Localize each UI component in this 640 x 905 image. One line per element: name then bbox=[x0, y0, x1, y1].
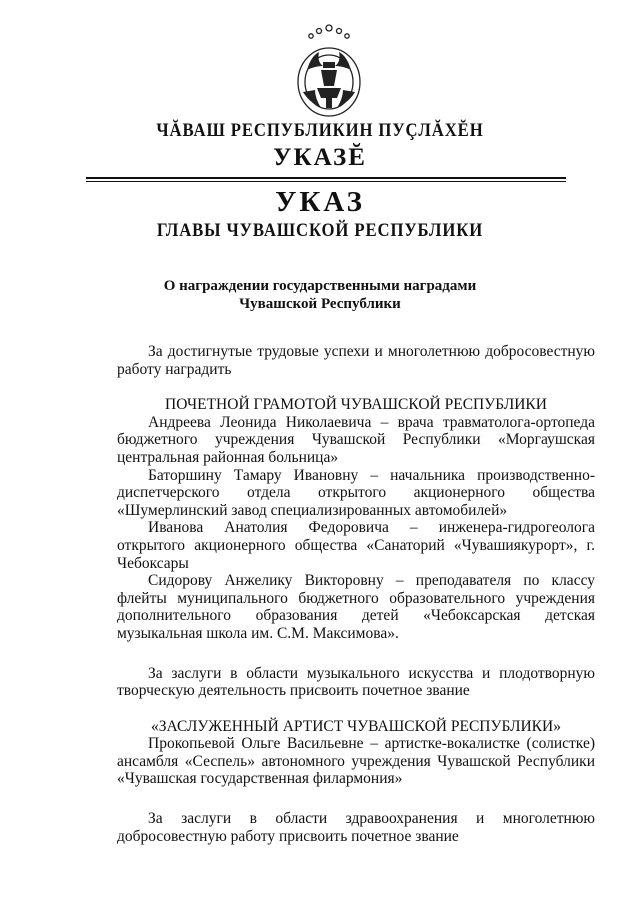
chuvash-emblem-icon bbox=[293, 22, 365, 122]
intro-paragraph-2: За заслуги в области музыкального искусства и плодотворную творческую деятельность присвоить почетное звание bbox=[117, 664, 595, 700]
awardee-paragraph: Баторшину Тамару Ивановну – начальника производственно-диспетчерского отдела открытого акционерного общества «Шумерлинский завод специализированных автомобилей» bbox=[117, 466, 595, 519]
awardee-paragraph: Сидорову Анжелику Викторовну – преподавателя по классу флейты муниципального бюджетного образовательного учреждения дополнительного образования детей «Чебоксарская детская музыкальная школа им. С.М. Максимова». bbox=[117, 572, 595, 642]
decree-subject bbox=[0, 277, 640, 313]
header-divider-thick bbox=[86, 177, 566, 179]
subject-line-2: Чувашской Республики bbox=[239, 296, 401, 312]
award-title-zasluzhenny: «ЗАСЛУЖЕННЫЙ АРТИСТ ЧУВАШСКОЙ РЕСПУБЛИКИ» bbox=[151, 717, 561, 735]
award-title-gramota: ПОЧЕТНОЙ ГРАМОТОЙ ЧУВАШСКОЙ РЕСПУБЛИКИ bbox=[165, 396, 547, 414]
glavy-subtitle: ГЛАВЫ ЧУВАШСКОЙ РЕСПУБЛИКИ bbox=[156, 220, 484, 241]
awardee-paragraph: Иванова Анатолия Федоровича – инженера-гидрогеолога открытого акционерного общества «Санаторий «Чувашиякурорт», г. Чебоксары bbox=[117, 519, 595, 572]
decree-body bbox=[117, 343, 595, 845]
intro-paragraph: За достигнутые трудовые успехи и многолетнюю добросовестную работу наградить bbox=[117, 343, 595, 378]
chuvash-title: ЧĂВАШ РЕСПУБЛИКИН ПУÇЛĂХĔН bbox=[156, 120, 484, 141]
intro-paragraph-3: За заслуги в области здравоохранения и многолетнюю добросовестную работу присвоить почетное звание bbox=[117, 810, 595, 845]
chuvash-ukaze-title: УКАЗĔ bbox=[273, 144, 367, 171]
subject-line-1: О награждении государственными наградами bbox=[163, 278, 477, 294]
awardee-paragraph: Прокопьевой Ольге Васильевне – артистке-вокалистке (солистке) ансамбля «Сеспель» автономного учреждения Чувашской Республики «Чувашская государственная филармония» bbox=[117, 735, 595, 788]
ukaz-title: УКАЗ bbox=[275, 186, 365, 218]
awardee-paragraph: Андреева Леонида Николаевича – врача травматолога-ортопеда бюджетного учреждения Чувашской Республики «Моргаушская центральная районная больница» bbox=[117, 413, 595, 466]
header-divider-thin bbox=[86, 181, 566, 182]
